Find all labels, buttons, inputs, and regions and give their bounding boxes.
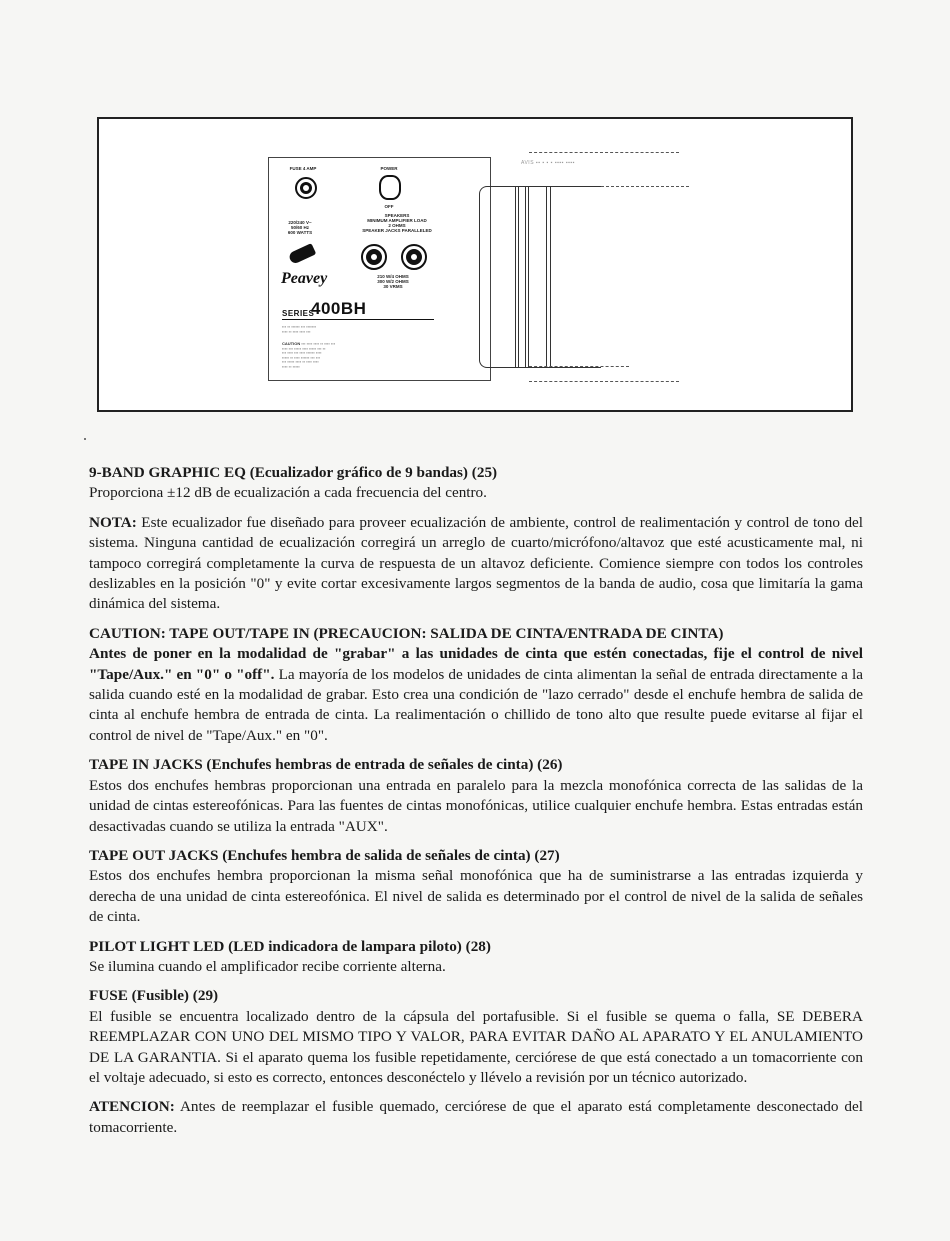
section-heading-fuse: FUSE (Fusible) (29) [89, 987, 219, 1005]
section-text-pilot-light: Se ilumina cuando el amplificador recibe corriente alterna. [89, 957, 446, 975]
serial-fine-print: ▪▪▪ ▪▪ ▪▪▪▪▪▪ ▪▪▪ ▪▪▪▪▪▪▪ ▪▪▪▪ ▪▪ ▪▪▪▪ ▪▪▪▪ ▪▪▪ [282, 325, 317, 334]
brand-logo: Peavey [281, 270, 328, 287]
document-body [89, 463, 863, 1138]
section-text-tape-in: Estos dos enchufes hembras proporcionan una entrada en paralelo para la mezcla monofónica correcta de las salidas de la unidad de cintas estereofónicas. Para las fuentes de cintas monofónicas, utilice cualquier enchufe hembra. Estas entradas están desactivadas cuando se utiliza la entrada "AUX". [89, 776, 863, 835]
section-text-eq: Proporciona ±12 dB de ecualización a cada frecuencia del centro. [89, 484, 487, 502]
speaker-jack-1[interactable] [361, 244, 387, 270]
heatsink-fin [546, 187, 547, 367]
heatsink-fin [525, 187, 526, 367]
model-underline [282, 319, 434, 320]
cutaway-line-mid [601, 186, 689, 187]
power-label: POWER [380, 166, 398, 171]
section-text-tape-out: Estos dos enchufes hembra proporcionan la misma señal monofónica que ha de suministrarse a las entradas izquierda y derecha de una unidad de cinta estereofónica. El nivel de salida es determinado por el control de nivel de la salida de señales de cinta. [89, 867, 863, 926]
speaker-jack-2[interactable] [401, 244, 427, 270]
heatsink-fin [550, 187, 551, 367]
amplifier-rear-panel [268, 157, 491, 381]
output-rating-label: 210 W/4 OHMS 300 W/2 OHMS 30 VRMS [377, 274, 409, 289]
note-paragraph [89, 513, 863, 615]
chassis-heatsink [479, 186, 601, 368]
section-heading-pilot-light: PILOT LIGHT LED (LED indicadora de lampara piloto) (28) [89, 937, 491, 955]
model-name: 400BH [311, 299, 367, 318]
avis-label: AVIS ▪▪ ▪ ▪ ▪ ▪▪▪▪ ▪▪▪▪ [521, 160, 575, 166]
caution-paragraph [89, 644, 863, 746]
power-switch[interactable] [379, 175, 401, 200]
cutaway-line-bottom [529, 381, 679, 382]
attention-text: Antes de reemplazar el fusible quemado, cerciórese de que el aparato está completamente desconectado del tomacorriente. [89, 1098, 863, 1136]
off-label: OFF [384, 204, 394, 209]
heatsink-fin [518, 187, 519, 367]
attention-lead: ATENCION: [89, 1098, 175, 1116]
voltage-rating-label: 220/240 V~ 50/60 Hz 600 WATTS [287, 220, 313, 235]
section-heading-tape-in: TAPE IN JACKS (Enchufes hembras de entrada de señales de cinta) (26) [89, 756, 563, 774]
fuse-label: FUSE 4 AMP [289, 166, 317, 171]
caution-lead: Antes de poner en la modalidad de "grabar" a las unidades de cinta que estén conectadas, fije el control de nivel "Tape/Aux." en "0" o "off". [89, 645, 863, 683]
note-text: Este ecualizador fue diseñado para proveer ecualización de ambiente, control de realimentación y control de tono del sistema. Ninguna cantidad de ecualización corregirá un arreglo de cuarto/micrófono/altavoz que esté acusticamente mal, ni tampoco corregirá completamente la curva de respuesta de un altavoz deficiente. Comience siempre con todos los controles deslizables en la posición "0" y evite cortar excesivamente largos segmentos de la banda de audio, cosa que limitaría la gama dinámica del sistema. [89, 513, 863, 613]
fuse-holder[interactable] [295, 177, 317, 199]
note-lead: NOTA: [89, 513, 137, 531]
heatsink-fin [515, 187, 516, 367]
cutaway-line-top [529, 152, 679, 153]
section-heading-caution: CAUTION: TAPE OUT/TAPE IN (PRECAUCION: SALIDA DE CINTA/ENTRADA DE CINTA) [89, 624, 724, 642]
speakers-label: SPEAKERS MINIMUM AMPLIFIER LOAD 2 OHMS SPEAKER JACKS PARALLELED [362, 213, 432, 233]
attention-paragraph [89, 1097, 863, 1138]
power-cord [288, 243, 317, 265]
rear-panel-figure [97, 117, 853, 412]
section-text-fuse: El fusible se encuentra localizado dentro de la cápsula del portafusible. Si el fusible se quema o falla, SE DEBERA REEMPLAZAR CON UNO DEL MISMO TIPO Y VALOR, PARA EVITAR DAÑO AL APARATO Y EL ANULAMIENTO DE LA GARANTIA. Si el aparato quema los fusible repetidamente, cerciórese de que está conectado a un tomacorriente con el voltaje adecuado, si esto es correcto, entonces desconéctelo y llévelo a revisión por un técnico autorizado. [89, 1007, 863, 1086]
caution-word: CAUTION [282, 342, 301, 346]
heatsink-fin [528, 187, 529, 367]
caution-fine-print: CAUTION ▪▪▪ ▪▪▪▪ ▪▪▪▪ ▪▪ ▪▪▪▪ ▪▪▪ ▪▪▪▪ ▪▪▪ ▪▪▪▪▪ ▪▪▪▪ ▪▪▪▪▪ ▪▪▪ ▪▪ ▪▪▪ ▪▪▪▪ ▪▪▪ ▪▪▪▪ ▪▪▪▪▪▪ ▪▪▪▪ ▪▪▪▪▪ ▪▪ ▪▪▪▪ ▪▪▪▪▪▪ ▪▪▪ ▪▪▪ ▪▪▪ ▪▪▪▪▪ ▪▪▪▪ ▪▪ ▪▪▪▪ ▪▪▪▪ ▪▪▪▪ ▪▪ ▪▪▪▪▪ [282, 342, 336, 369]
caution-text: La mayoría de los modelos de unidades de cinta alimentan la señal de entrada directamente a la salida cuando esté en la modalidad de grabar. Esto crea una condición de "lazo cerrado" desde el enchufe hembra de salida de cinta al enchufe hembra de entrada de cinta. La realimentación o chillido de tono alto que resulte puede evitarse al fijar el control de nivel de "Tape/Aux." en "0". [89, 665, 863, 744]
stray-mark [84, 438, 86, 440]
section-heading-tape-out: TAPE OUT JACKS (Enchufes hembra de salida de señales de cinta) (27) [89, 846, 560, 864]
section-heading-eq: 9-BAND GRAPHIC EQ (Ecualizador gráfico de 9 bandas) (25) [89, 464, 498, 481]
cutaway-line-lower [529, 366, 629, 367]
series-label: SERIES [282, 309, 315, 318]
